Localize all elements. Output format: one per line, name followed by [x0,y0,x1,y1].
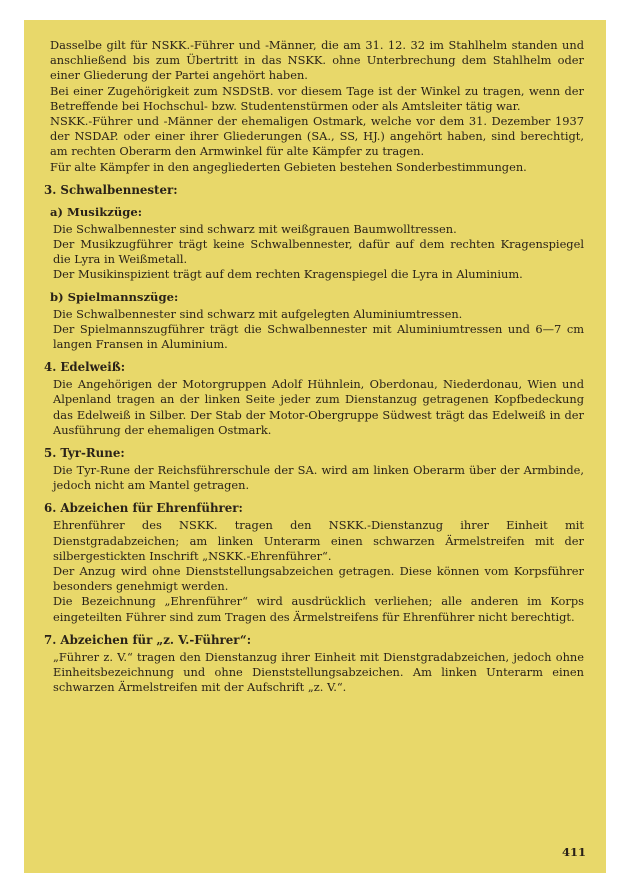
section-7-paragraph: „Führer z. V.“ tragen den Dienstanzug ihrer Einheit mit Dienstgradabzeichen, jedoch ohne Einheitsbezeichnung und ohne Dienststellungsabzeichen. Am linken Unterarm einen schwarzen Ärmelstreifen mit der Aufschrift „z. V.“. [53,649,584,695]
section-3a-paragraph-3: Der Musikinspizient trägt auf dem rechten Kragenspiegel die Lyra in Aluminium. [53,267,523,282]
book-page [24,20,606,873]
section-3b-heading: b) Spielmannszüge: [50,289,179,304]
section-6-paragraph-3: Die Bezeichnung „Ehrenführer“ wird ausdrücklich verliehen; alle anderen im Korps eingeteilten Führer sind zum Tragen des Ärmelstreifens für Ehrenführer nicht berechtigt. [53,594,584,624]
section-4-paragraph: Die Angehörigen der Motorgruppen Adolf Hühnlein, Oberdonau, Niederdonau, Wien und Alpenland tragen an der linken Seite jeder zum Dienstanzug getragenen Kopfbedeckung das Edelweiß in Silber. Der Stab der Motor-Obergruppe Südwest trägt das Edelweiß in der Ausführung der ehemaligen Ostmark. [53,377,584,437]
intro-paragraph-1: Dasselbe gilt für NSKK.-Führer und -Männer, die am 31. 12. 32 im Stahlhelm standen und anschließend bis zum Übertritt in das NSKK. ohne Unterbrechung dem Stahlhelm oder einer Gliederung der Partei angehört haben. [50,38,584,83]
intro-paragraph-3: NSKK.-Führer und -Männer der ehemaligen Ostmark, welche vor dem 31. Dezember 1937 der NSDAP. oder einer ihrer Gliederungen (SA., SS, HJ.) angehört haben, sind berechtigt, am rechten Oberarm den Armwinkel für alte Kämpfer zu tragen. [50,114,584,159]
section-3b-paragraph-2: Der Spielmannszugführer trägt die Schwalbennester mit Aluminiumtressen und 6—7 cm langen Fransen in Aluminium. [53,321,584,352]
section-6-heading: 6. Abzeichen für Ehrenführer: [44,501,243,516]
section-6-paragraph-1: Ehrenführer des NSKK. tragen den NSKK.-Dienstanzug ihrer Einheit mit Dienstgradabzeichen; am linken Unterarm einen schwarzen Ärmelstreifen mit der silbergestickten Inschrift „NSKK.-Ehrenführer“. [53,518,584,563]
intro-paragraph-4: Für alte Kämpfer in den angegliederten Gebieten bestehen Sonderbestimmungen. [50,159,527,174]
section-3a-paragraph-1: Die Schwalbennester sind schwarz mit weißgrauen Baumwolltressen. [53,221,457,236]
intro-paragraph-2: Bei einer Zugehörigkeit zum NSDStB. vor diesem Tage ist der Winkel zu tragen, wenn der Betreffende bei Hochschul- bzw. Studentenstürmen oder als Amtsleiter tätig war. [50,83,584,113]
section-3a-paragraph-2: Der Musikzugführer trägt keine Schwalbennester, dafür auf dem rechten Kragenspiegel die Lyra in Weißmetall. [53,237,584,267]
section-6-paragraph-2: Der Anzug wird ohne Dienststellungsabzeichen getragen. Diese können vom Korpsführer besonders genehmigt werden. [53,564,584,594]
page-number: 411 [561,845,586,859]
section-5-heading: 5. Tyr-Rune: [44,446,125,461]
section-3b-paragraph-1: Die Schwalbennester sind schwarz mit aufgelegten Aluminiumtressen. [53,306,463,321]
section-3a-heading: a) Musikzüge: [50,204,143,219]
section-7-heading: 7. Abzeichen für „z. V.-Führer“: [44,632,252,647]
section-5-paragraph: Die Tyr-Rune der Reichsführerschule der SA. wird am linken Oberarm über der Armbinde, jedoch nicht am Mantel getragen. [53,463,584,493]
section-4-heading: 4. Edelweiß: [44,360,126,375]
section-3-heading: 3. Schwalbennester: [44,182,178,197]
